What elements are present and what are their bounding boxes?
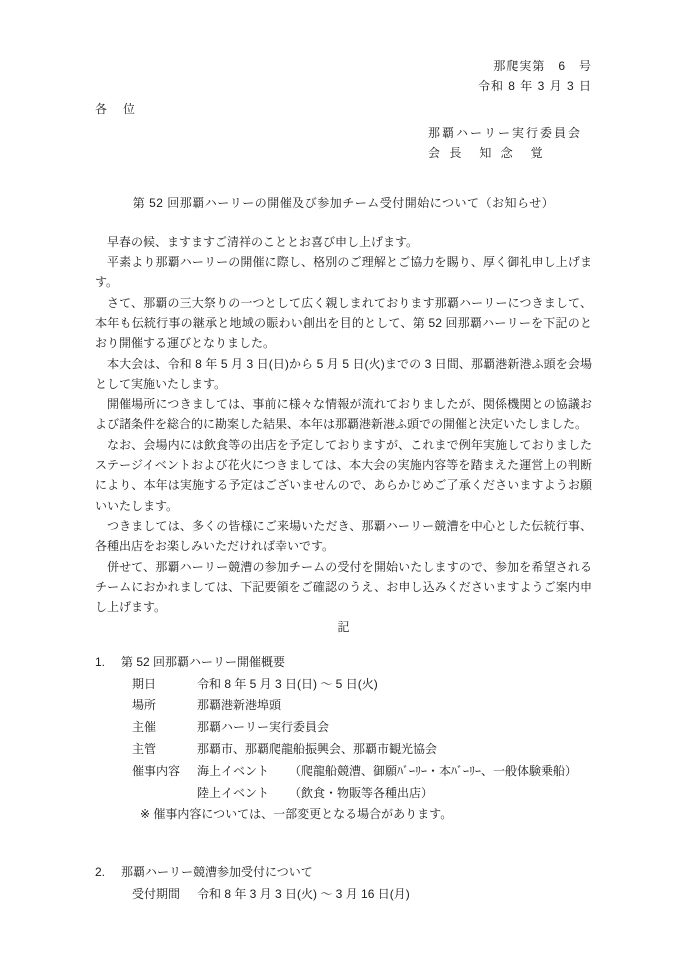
row-label [132,783,197,805]
row-place [132,695,592,717]
paragraph-dates: 本大会は、令和 8 年 5 月 3 日(日)から 5 月 5 日(火)までの 3 日間、那覇港新港ふ頭を会場として実施いたします。 [95,356,592,391]
section-title-text: 那覇ハーリー競漕参加受付について [121,865,313,880]
row-date [132,674,592,696]
row-value: 令和 8 年 5 月 3 日(日) ～ 5 日(火) [197,676,378,691]
row-value: 那覇ハーリー実行委員会 [197,720,330,735]
row-registration-period [132,884,592,906]
sender-name: 会 長 知 念 覚 [427,146,546,161]
row-label: 主催 [132,720,157,735]
section-number: 2. [95,865,106,880]
section-overview [95,652,592,826]
ki-separator: 記 [337,620,350,635]
registration-rows [132,884,592,906]
row-organizer [132,717,592,739]
row-event-name: 陸上イベント [197,785,270,800]
section-number: 1. [95,654,106,669]
paragraph-venue: 開催場所につきましては、事前に様々な情報が流れておりましたが、関係機関との協議および諸条件を総合的に勘案した結果、本年は那覇港新港ふ頭での開催と決定いたしました。 [95,397,592,432]
row-value: 那覇市、那覇爬龍船振興会、那覇市観光協会 [197,741,438,756]
overview-note: ※ 催事内容については、一部変更となる場合があります。 [140,807,453,822]
section-title-text: 第 52 回那覇ハーリー開催概要 [121,654,286,669]
row-event-detail: （飲食・物販等各種出店） [289,785,434,800]
section-overview-title [95,652,592,674]
row-label: 受付期間 [132,886,181,901]
paragraph-invitation: つきましては、多くの皆様にご来場いただき、那覇ハーリー競漕を中心とした伝統行事、各種出店をお楽しみいただければ幸いです。 [95,518,592,554]
paragraph-no-stage-fireworks: なお、会場内には飲食等の出店を予定しておりますが、これまで例年実施しておりましたステージイベントおよび花火につきましては、本大会の実施内容等を踏まえた運営上の判断により、本年は実施する予定はございませんので、あらかじめご了承くださいますようお願いいたします。 [95,437,592,513]
row-label: 主管 [132,741,157,756]
overview-rows [132,674,592,805]
section-registration-title [95,862,592,884]
document-title: 第 52 回那覇ハーリーの開催及び参加チーム受付開始について（お知らせ） [132,196,555,211]
row-label: 催事内容 [132,763,181,778]
doc-date: 令和 8 年 3 月 3 日 [477,79,592,94]
paragraph-greeting: 早春の候、ますますご清祥のこととお喜び申し上げます。 [107,234,419,249]
paragraph-team-entry: 併せて、那覇ハーリー競漕の参加チームの受付を開始いたしますので、参加を希望されるチームにおかれましては、下記要領をご確認のうえ、お申し込みくださいますようご案内申し上げます。 [95,559,592,615]
sender-block [428,123,582,164]
recipient: 各 位 [95,101,138,116]
row-supervisor [132,739,592,761]
section-registration [95,862,592,906]
row-event-name: 海上イベント [197,763,270,778]
row-sea-events [132,761,592,783]
paragraph-announcement: さて、那覇の三大祭りの一つとして広く親しまれております那覇ハーリーにつきまして、本年も伝統行事の継承と地域の賑わい創出を目的として、第 52 回那覇ハーリーを下記のとおり開催する運びとなりました。 [95,295,592,351]
doc-number: 那爬実第 6 号 [493,59,592,73]
row-label: 期日 [132,676,157,691]
row-label: 場所 [132,698,157,713]
row-land-events [132,783,592,805]
sender-organization: 那覇ハーリー実行委員会 [427,125,582,140]
row-value: 那覇港新港埠頭 [197,698,282,713]
letter-body [95,232,592,618]
row-value: 令和 8 年 3 月 3 日(火) ～ 3 月 16 日(月) [197,886,410,901]
paragraph-thanks: 平素より那覇ハーリーの開催に際し、格別のご理解とご協力を賜り、厚く御礼申し上げます。 [95,255,592,290]
row-event-detail: （爬龍船競漕、御願ﾊﾞｰﾘｰ・本ﾊﾞｰﾘｰ、一般体験乗船） [289,763,578,778]
